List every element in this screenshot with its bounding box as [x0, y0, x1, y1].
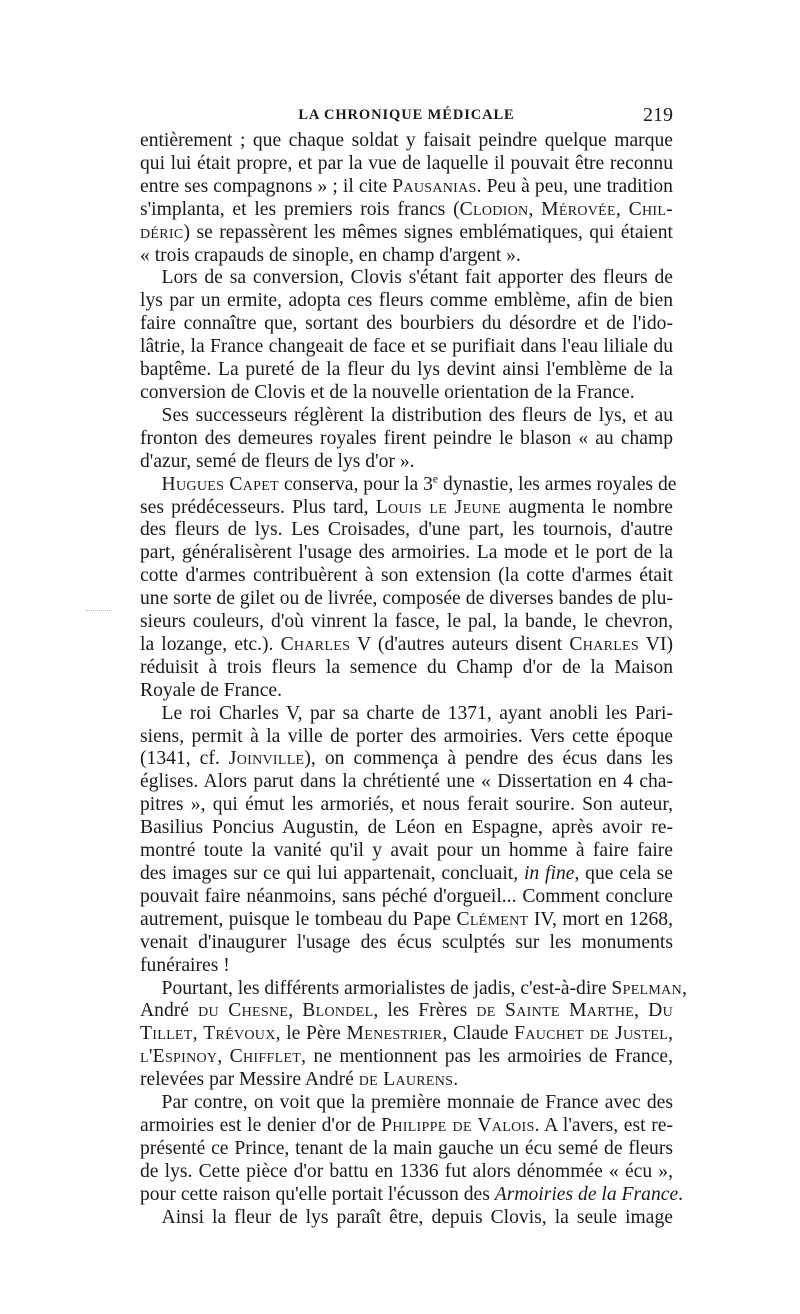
text-line: Royale de France. [140, 679, 282, 701]
proper-name: du Chesne [198, 1000, 289, 1022]
margin-dotted-mark [86, 610, 112, 611]
text-line: Tillet, Trévoux, le Père Menestrier, Claude Fauchet de Justel, [140, 1023, 674, 1045]
author-name: Pausanias [392, 175, 477, 197]
proper-name: de Laurens [358, 1069, 454, 1091]
proper-name: Louis le Jeune [375, 496, 502, 518]
text-line: Par contre, on voit que la première monnaie de France avec des [161, 1092, 673, 1114]
text-line: entre ses compagnons » ; il cite Pausanias. Peu à peu, une tradition [140, 175, 673, 197]
text-line: baptême. La pureté de la fleur du lys devint ainsi l'emblème de la [140, 359, 673, 381]
text-line: Ses successeurs réglèrent la distribution des fleurs de lys, et au [161, 404, 673, 426]
proper-name: Chil- [628, 198, 674, 220]
text-line: présenté ce Prince, tenant de la main gauche un écu semé de fleurs [140, 1137, 673, 1159]
proper-name: l'Espinoy [140, 1046, 218, 1068]
page-number: 219 [643, 104, 673, 126]
text-line: Ainsi la fleur de lys paraît être, depuis Clovis, la seule image [161, 1206, 673, 1228]
text-line: qui lui était propre, et par la vue de laquelle il pouvait être reconnu [140, 152, 673, 174]
text-line: Basilius Poncius Augustin, de Léon en Espagne, après avoir re- [140, 817, 673, 839]
text-line: « trois crapauds de sinople, en champ d'argent ». [140, 244, 521, 266]
text-line: d'azur, semé de fleurs de lys d'or ». [140, 450, 415, 472]
text-line: entièrement ; que chaque soldat y faisait peindre quelque marque [140, 130, 673, 151]
proper-name: Du [648, 1000, 674, 1022]
text-line: des fleurs de lys. Les Croisades, d'une part, les tournois, d'autre [140, 519, 673, 541]
running-title: LA CHRONIQUE MÉDICALE [298, 106, 515, 123]
italic-title: Armoiries de la France [494, 1183, 679, 1205]
text-line: Lors de sa conversion, Clovis s'étant fait apporter des fleurs de [161, 267, 673, 289]
latin-phrase: in fine [523, 863, 575, 884]
text-line: faire connaître que, sortant des bourbiers du désordre et de l'ido- [140, 313, 673, 335]
text-line: pour cette raison qu'elle portait l'écusson des Armoiries de la France. [140, 1183, 684, 1205]
text-line: André du Chesne, Blondel, les Frères de Sainte Marthe, Du [140, 1000, 674, 1022]
text-line: des images sur ce qui lui appartenait, concluait, in fine, que cela se [140, 863, 673, 884]
proper-name: Blondel [302, 1000, 374, 1022]
text-line: autrement, puisque le tombeau du Pape Clément IV, mort en 1268, [140, 908, 673, 930]
proper-name: Mérovée [541, 198, 616, 220]
running-header [140, 100, 673, 130]
paragraph-6 [140, 977, 687, 1093]
proper-name: Clément [456, 908, 529, 930]
text-line: réduisit à trois fleurs la semence du Champ d'or de la Maison [140, 656, 673, 678]
proper-name: Chifflet [229, 1046, 302, 1068]
proper-name: Joinville [228, 748, 305, 770]
text-line: lys par un ermite, adopta ces fleurs comme emblème, afin de bien [140, 290, 673, 312]
text-line: funéraires ! [140, 954, 230, 976]
proper-name: Hugues Capet [161, 473, 279, 495]
text-line: Pourtant, les différents armorialistes de jadis, c'est-à-dire Spelman, [161, 977, 687, 999]
paragraph-7 [140, 1092, 684, 1207]
proper-name: Menestrier [346, 1023, 443, 1045]
text-line: venait d'inaugurer l'usage des écus sculptés sur les monuments [140, 931, 673, 953]
paragraph-1 [140, 130, 673, 267]
text-line: part, généralisèrent l'usage des armoiries. La mode et le port de la [140, 542, 673, 564]
proper-name: Trévoux [203, 1023, 276, 1045]
text-line: lâtrie, la France changeait de face et se purifiait dans l'eau liliale du [140, 336, 673, 358]
text-line: Hugues Capet conserva, pour la 3e dynastie, les armes royales de [161, 472, 677, 495]
text-line: fronton des demeures royales firent peindre le blason « au champ [140, 427, 673, 449]
text-line: armoiries est le denier d'or de Philippe de Valois. A l'avers, est re- [140, 1114, 673, 1136]
proper-name: Charles [569, 633, 639, 655]
body-text [140, 130, 687, 1230]
proper-name: déric [140, 221, 184, 243]
proper-name: de Sainte Marthe [476, 1000, 635, 1022]
text-line: l'Espinoy, Chifflet, ne mentionnent pas les armoiries de France, [140, 1046, 673, 1068]
text-line: pouvait faire néanmoins, sans péché d'orgueil... Comment conclure [140, 885, 673, 907]
text-line: siens, permit à la ville de porter des armoiries. Vers cette époque [140, 725, 673, 747]
text-line: cotte d'armes contribuèrent à son extension (la cotte d'armes était [140, 565, 673, 587]
text-line: conversion de Clovis et de la nouvelle orientation de la France. [140, 381, 635, 403]
proper-name: Fauchet de Justel [514, 1023, 669, 1045]
paragraph-8 [140, 1207, 673, 1230]
text-line: pitres », qui émut les armoriés, et nous ferait sourire. Son auteur, [140, 794, 673, 816]
proper-name: Tillet [140, 1023, 193, 1045]
text-line: de lys. Cette pièce d'or battu en 1336 fut alors dénommée « écu », [140, 1160, 673, 1182]
paragraph-3 [140, 405, 673, 474]
text-line: (1341, cf. Joinville), on commença à pendre des écus dans les [140, 748, 674, 770]
text-line: la lozange, etc.). Charles V (d'autres auteurs disent Charles VI) [140, 633, 673, 655]
proper-name: Clodion [459, 198, 529, 220]
text-line: ses prédécesseurs. Plus tard, Louis le Jeune augmenta le nombre [140, 496, 673, 518]
text-line: s'implanta, et les premiers rois francs (Clodion, Mérovée, Chil- [140, 198, 674, 220]
text-line: relevées par Messire André de Laurens. [140, 1069, 459, 1091]
text-line: Le roi Charles V, par sa charte de 1371, ayant anobli les Pari- [161, 702, 673, 724]
paragraph-5 [140, 703, 673, 978]
text-line: montré toute la vanité qu'il y avait pour un homme à faire faire [140, 840, 673, 862]
proper-name: Spelman [611, 977, 682, 999]
proper-name: Philippe de Valois [381, 1114, 535, 1136]
text-line: déric) se repassèrent les mêmes signes emblématiques, qui étaient [140, 221, 673, 243]
text-line: sieurs couleurs, d'où vinrent la fasce, le pal, la bande, le chevron, [140, 611, 673, 633]
paragraph-2 [140, 267, 673, 404]
text-line: une sorte de gilet ou de livrée, composée de diverses bandes de plu- [140, 588, 673, 610]
text-line: églises. Alors parut dans la chrétienté une « Dissertation en 4 cha- [140, 771, 673, 793]
proper-name: Charles [280, 633, 351, 655]
paragraph-4 [140, 472, 677, 703]
